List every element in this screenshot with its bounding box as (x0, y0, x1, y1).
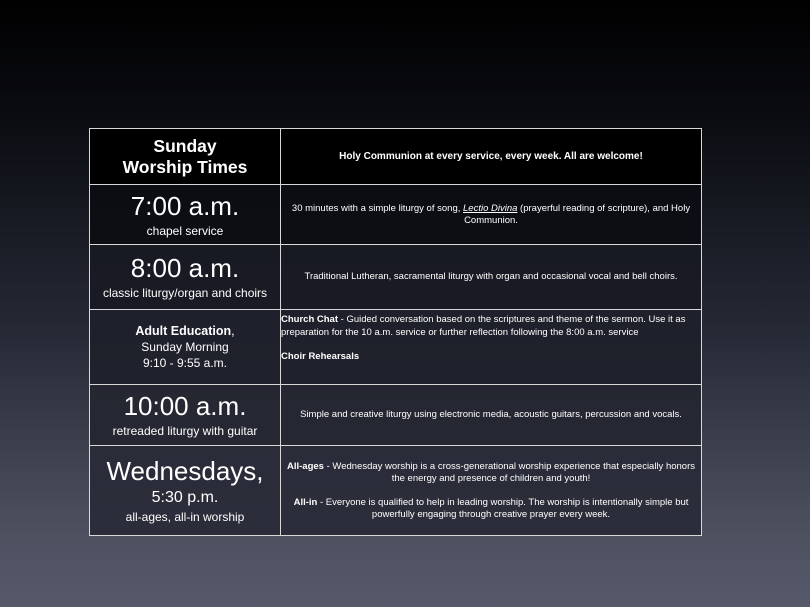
adult-education-cell (90, 310, 281, 385)
all-in-paragraph (294, 497, 689, 520)
service-row-8am (90, 245, 702, 310)
service-label: classic liturgy/organ and choirs (102, 286, 268, 300)
adult-education-description-cell (281, 310, 702, 385)
adult-education-row (90, 310, 702, 385)
choir-rehearsals-title: Choir Rehearsals (281, 351, 360, 362)
worship-schedule-table (89, 128, 702, 536)
church-chat-title: Church Chat (281, 314, 338, 325)
service-label: chapel service (146, 223, 224, 238)
all-ages-title: All-ages (286, 460, 324, 472)
description-text-end: (prayerful reading of scripture), and Holy Communion. (464, 202, 691, 226)
header-note-cell (281, 129, 702, 185)
spacer (281, 339, 701, 351)
church-chat-paragraph (281, 314, 685, 338)
service-description-cell (281, 185, 702, 245)
all-in-title: All-in (293, 496, 318, 508)
adult-education-title: Adult Education (135, 324, 232, 338)
church-chat-text: - Guided conversation based on the scriptures and theme of the sermon. Use it as preparation for the 10 a.m. service or further reflection following the 8:00 a.m. service (281, 314, 686, 338)
all-in-text: - Everyone is qualified to help in leading worship. The worship is intentionally simple but powerfully engaging through creative prayer every week. (317, 496, 689, 520)
service-time: 10:00 a.m. (123, 391, 247, 421)
wednesday-time: 5:30 p.m. (151, 489, 219, 506)
service-description: Traditional Lutheran, sacramental liturgy with organ and occasional vocal and bell choirs. (304, 271, 678, 282)
service-time: 7:00 a.m. (130, 190, 240, 221)
service-row-wednesday (90, 446, 702, 536)
wednesday-description-cell (281, 446, 702, 536)
adult-education-time: 9:10 - 9:55 a.m. (142, 356, 228, 370)
spacer (281, 485, 701, 497)
description-text-start: 30 minutes with a simple liturgy of song, (291, 202, 464, 214)
header-title-line2: Worship Times (122, 156, 248, 177)
adult-education-day: Sunday Morning (141, 340, 229, 354)
adult-education-title-line (90, 323, 280, 339)
wednesday-label: all-ages, all-in worship (125, 510, 245, 524)
header-row (90, 129, 702, 185)
service-row-10am (90, 385, 702, 446)
service-description-cell (281, 245, 702, 310)
adult-education-title-suffix: , (231, 324, 235, 338)
all-ages-text: - Wednesday worship is a cross-generational worship experience that especially honors the energy and presence of children and youth! (323, 460, 695, 484)
service-description (292, 203, 690, 226)
service-label: retreaded liturgy with guitar (112, 424, 258, 438)
wednesday-title: Wednesdays, (106, 456, 264, 486)
header-title-cell (90, 129, 281, 185)
all-ages-paragraph (287, 461, 695, 484)
service-description: Simple and creative liturgy using electronic media, acoustic guitars, percussion and vocals. (300, 409, 682, 420)
header-note: Holy Communion at every service, every week. All are welcome! (339, 150, 643, 162)
wednesday-time-cell (90, 446, 281, 536)
service-time-cell (90, 185, 281, 245)
service-time-cell (90, 245, 281, 310)
header-title-line1: Sunday (153, 135, 217, 156)
service-description-cell (281, 385, 702, 446)
lectio-divina-emphasis: Lectio Divina (463, 202, 518, 214)
service-time-cell (90, 385, 281, 446)
service-row-7am (90, 185, 702, 245)
service-time: 8:00 a.m. (130, 253, 240, 283)
